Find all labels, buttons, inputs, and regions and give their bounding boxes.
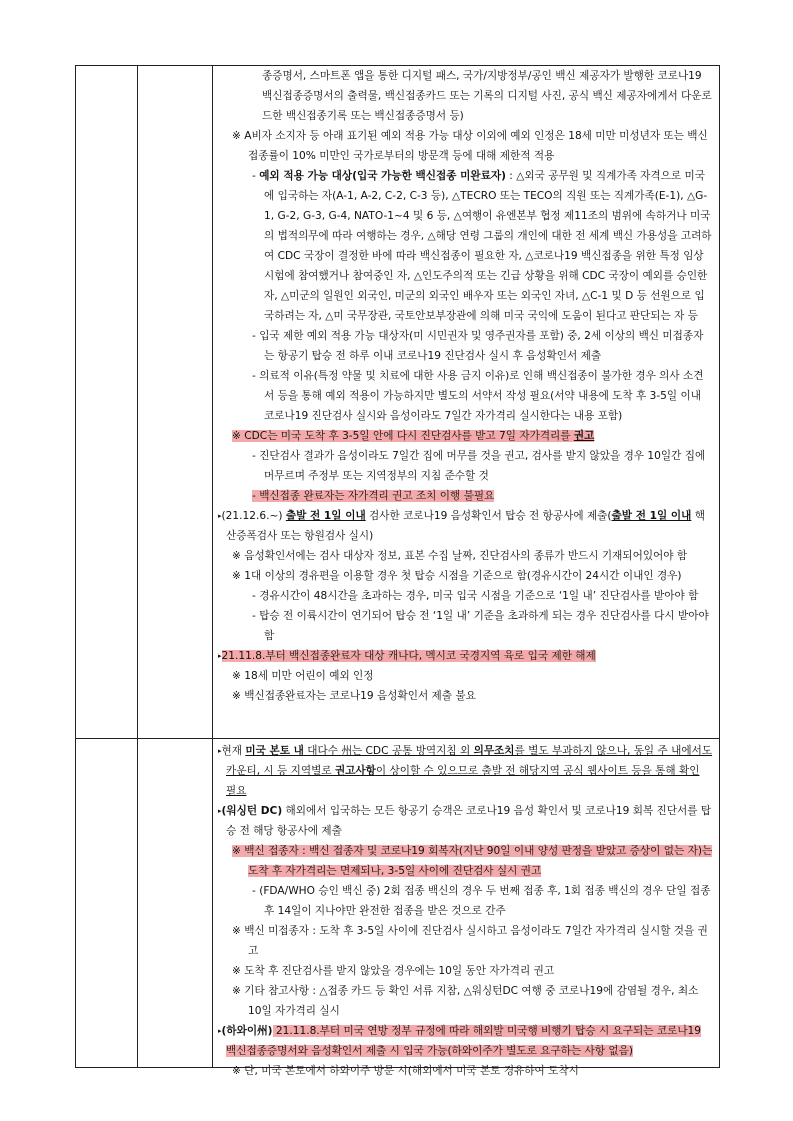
- land-note-vaccinated: ※ 백신접종완료자는 코로나19 음성확인서 제출 불요: [232, 690, 476, 702]
- cdc-note-recommend: 권고: [573, 430, 595, 442]
- bullet-icon: ▸: [218, 807, 222, 815]
- dc-title: (워싱턴 DC): [221, 805, 283, 817]
- column-divider: [137, 66, 138, 1067]
- dc-body: 해외에서 입국하는 모든 항공기 승객은 코로나19 음성 확인서 및 코로나19 회복 진단서를 탑승 전 해당 항공사에 제출: [226, 805, 712, 837]
- test-method: 핵산증폭검사 또는 항원검사 실시): [226, 510, 705, 542]
- hawaii-body: 21.11.8.부터 미국 연방 정부 규정에 따라 해외발 미국행 비행기 탑승 시 요구되는 코로나19 백신접종증명서와 음성확인서 제출 시 입국 가능(하와이주가 별도로 요구하는 사항 없음): [226, 1025, 702, 1057]
- cdc-sub-negative: - 진단검사 결과가 음성이라도 7일간 집에 머무를 것을 권고, 검사를 받지 않았을 경우 10일간 집에 머무르며 주정부 또는 지역정부의 지침 준수할 것: [252, 450, 706, 482]
- hawaii-note: ※ 단, 미국 본토에서 하와이주 방문 시(해외에서 미국 본토 경유하여 도착시: [232, 1065, 579, 1077]
- pre-departure-test: [218, 506, 713, 546]
- test-sub-delay: - 탑승 전 이륙시간이 연기되어 탑승 전 ‘1일 내’ 기준을 초과하게 되는 경우 진단검사를 다시 받아야 함: [252, 610, 709, 642]
- exception-sub-medical: - 의료적 이유(특정 약물 및 치료에 대한 사용 금지 이유)로 인해 백신접종이 불가한 경우 의사 소견서 등을 통해 예외 적용이 가능하지만 별도의 서약서 작성 필요(서약 내용에 도착 후 3-5일 이내 코로나19 진단검사 실시와 음성이라도 7일간 자가격리 실시한다는 내용 포함): [252, 370, 704, 422]
- in-country-measures-cell: [218, 741, 713, 1081]
- land-note-children: ※ 18세 미만 어린이 예외 인정: [232, 670, 374, 682]
- bullet-icon: ▸: [218, 747, 222, 755]
- test-window-2: 출발 전 1일 이내: [611, 510, 692, 522]
- cdc-sub-vaccinated: [218, 486, 713, 506]
- us-text-a: 현재: [221, 745, 246, 757]
- exception-sub-unvaccinated: - 입국 제한 예외 적용 가능 대상자(미 시민권자 및 영주권자를 포함) 중, 2세 이상의 백신 미접종자는 항공기 탑승 전 하루 이내 코로나19 진단검사 실시 후 음성확인서 제출: [252, 330, 704, 362]
- cdc-note: [218, 426, 713, 446]
- bullet-icon: ▸: [218, 652, 222, 660]
- hawaii-item: [218, 1021, 713, 1061]
- dc-item: [218, 801, 713, 841]
- cdc-note-text: ※ CDC는 미국 도착 후 3-5일 안에 다시 진단검사를 받고 7일 자가격리를: [232, 430, 574, 442]
- cdc-sub-vaccinated-text: - 백신접종 완료자는 자가격리 권고 조치 이행 불필요: [252, 490, 495, 502]
- exception-eligible-list: - 예외 적용 가능 대상(입국 가능한 백신접종 미완료자) : △외국 공무원 및 직계가족 자격으로 미국에 입국하는 자(A-1, A-2, C-2, C-3 등), △TECRO 또는 TECO의 직원 또는 직계가족(E-1), △G-1, G-2, G-3, G-4, NATO-1~4 및 6 등, △여행이 유엔본부 협정 제11조의 범위에 속하거나 미국의 법적의무에 따라 여행하는 경우, △해당 연령 그룹의 개인에 대한 전 세계 백신 가용성을 고려하여 CDC 국장이 결정한 바에 따라 백신접종이 필요한 자, △코로나19 백신접종을 위한 특정 임상시험에 참여했거나 참여중인 자, △인도주의적 또는 긴급 상황을 위해 CDC 국장이 예외를 승인한 자, △미군의 일원인 외국인, 미군의 외국인 배우자 또는 외국인 자녀, △C-1 및 D 등 선원으로 입국하려는 자, △미 국무장관, 국토안보부장관에 의해 미국 국익에 도움이 된다고 판단되는 자 등: [252, 170, 712, 322]
- hawaii-title: (하와이州): [221, 1025, 273, 1037]
- content-table: [75, 65, 720, 1077]
- column-divider: [212, 66, 213, 1067]
- test-note-info: ※ 음성확인서에는 검사 대상자 정보, 표본 수집 날짜, 진단검사의 종류가 반드시 기재되어있어야 함: [232, 550, 688, 562]
- bullet-icon: ▸: [218, 512, 222, 520]
- dc-note-vaccinated: [218, 841, 713, 881]
- dc-note-unvaccinated: ※ 백신 미접종자 : 도착 후 3-5일 사이에 진단검사 실시하고 음성이라도 7일간 자가격리 실시할 것을 권고: [232, 925, 708, 957]
- test-date: (21.12.6.~): [221, 510, 286, 522]
- test-sub-48h: - 경유시간이 48시간을 초과하는 경우, 미국 입국 시점을 기준으로 ‘1일 내’ 진단검사를 받아야 함: [252, 590, 699, 602]
- exception-title: 예외 적용 가능 대상(입국 가능한 백신접종 미완료자): [259, 170, 506, 182]
- dc-note-vaccinated-text: ※ 백신 접종자 : 백신 접종자 및 코로나19 회복자(지난 90일 이내 양성 판정을 받았고 증상이 없는 자)는 도착 후 자가격리는 면제되나, 3-5일 사이에 진단검사 실시 권고: [232, 845, 713, 877]
- entry-requirements-cell: [218, 66, 713, 706]
- test-note-transit: ※ 1대 이상의 경유편을 이용할 경우 첫 탑승 시점을 기준으로 함(경유시간이 24시간 이내인 경우): [232, 570, 682, 582]
- note-a-visa-exception: ※ A비자 소지자 등 아래 표기된 예외 적용 가능 대상 이외에 예외 인정은 18세 미만 미성년자 또는 백신접종률이 10% 미만인 국가로부터의 방문객 등에 대해 제한적 적용: [232, 130, 708, 162]
- us-text-b: 미국 본토 내: [245, 745, 304, 757]
- test-body: 검사한 코로나19 음성확인서 탑승 전 항공사에 제출(: [365, 510, 612, 522]
- row-divider: [76, 738, 719, 739]
- exception-body: : △외국 공무원 및 직계가족 자격으로 미국에 입국하는 자(A-1, A-2, C-2, C-3 등), △TECRO 또는 TECO의 직원 또는 직계가족(E-1), △G-1, G-2, G-3, G-4, NATO-1~4 및 6 등, △여행이 유엔본부 협정 제11조의 범위에 속하거나 미국의 법적의무에 따라 여행하는 경우, △해당 연령 그룹의 개인에 대한 전 세계 백신 가용성을 고려하여 CDC 국장이 결정한 바에 따라 백신접종이 필요한 자, △코로나19 백신접종을 위한 특정 임상시험에 참여했거나 참여중인 자, △인도주의적 또는 긴급 상황을 위해 CDC 국장이 예외를 승인한 자, △미군의 일원인 외국인, 미군의 외국인 배우자 또는 외국인 자녀, △C-1 및 D 등 선원으로 입국하려는 자, △미 국무장관, 국토안보부장관에 의해 미국 국익에 도움이 된다고 판단되는 자 등: [264, 170, 712, 322]
- vaccine-proof-continuation: 종증명서, 스마트폰 앱을 통한 디지털 패스, 국가/지방정부/공인 백신 제공자가 발행한 코로나19 백신접종증명서의 출력물, 백신접종카드 또는 기록의 디지털 사진, 공식 백신 제공자에게서 다운로드한 백신접종기록 또는 백신접종증명서 등): [262, 70, 712, 122]
- us-text-d: 의무조치: [473, 745, 515, 757]
- land-border-item: [218, 646, 713, 666]
- us-text-c: 대다수 州는 CDC 공통 방역지침 외: [303, 745, 474, 757]
- dc-note-no-test: ※ 도착 후 진단검사를 받지 않았을 경우에는 10일 동안 자가격리 권고: [232, 965, 555, 977]
- us-text-g: 이 상이할 수 있으므로 출발 전 해당지역 공식 웹사이트 등을 통해 확인 필요: [226, 765, 700, 797]
- dc-note-other: ※ 기타 참고사항 : △접종 카드 등 확인 서류 지참, △워싱턴DC 여행 중 코로나19에 감염될 경우, 최소 10일 자가격리 실시: [232, 985, 699, 1017]
- bullet-icon: ▸: [218, 1027, 222, 1035]
- us-text-e: 를 별도 부과하지 않으나, 동일 주 내에서도 카운티, 시 등 지역별로: [226, 745, 713, 777]
- test-window: 출발 전 1일 이내: [285, 510, 366, 522]
- dc-sub-full-vaccination: - (FDA/WHO 승인 백신 중) 2회 접종 백신의 경우 두 번째 접종 후, 1회 접종 백신의 경우 단일 접종 후 14일이 지나야만 완전한 접종을 받은 것으로 간주: [252, 885, 711, 917]
- us-text-f: 권고사항: [334, 765, 376, 777]
- land-border-text: 21.11.8.부터 백신접종완료자 대상 캐나다, 멕시코 국경지역 육로 입국 제한 해제: [221, 650, 596, 662]
- us-mainland-item: [218, 741, 713, 801]
